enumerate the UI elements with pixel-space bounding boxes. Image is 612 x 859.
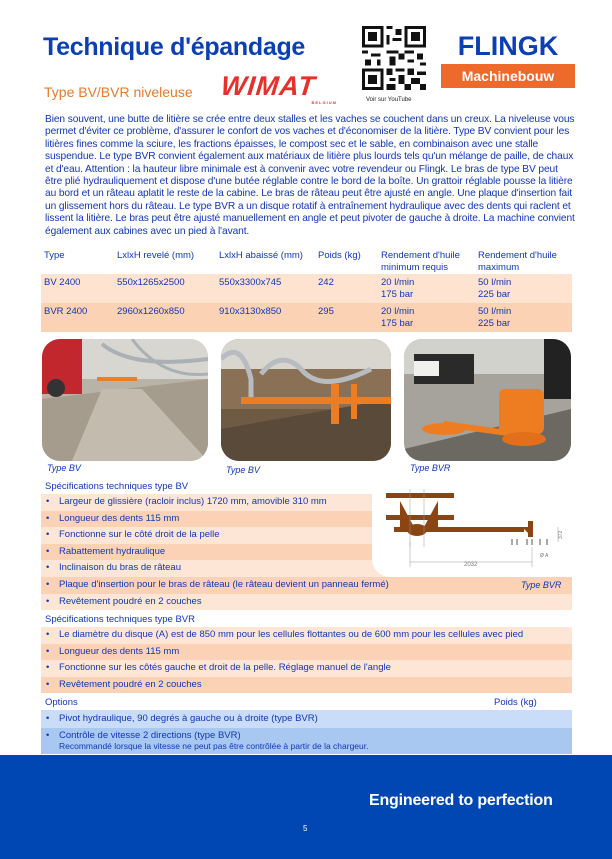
list-item-text: Revêtement poudré en 2 couches (59, 595, 202, 607)
flingk-logo-name: FLINGK (457, 31, 559, 61)
cell-weight: 242 (315, 274, 378, 303)
option-item (41, 728, 572, 754)
list-item-text: Plaque d'insertion pour le bras de râteau (le râteau devient un panneau fermé) (59, 578, 389, 590)
bullet-icon: • (46, 562, 50, 574)
cell-type: BVR 2400 (41, 303, 114, 332)
oil-max-pressure: 225 bar (478, 288, 511, 300)
list-item (41, 644, 572, 661)
wimat-logo-text: WIMAT (219, 71, 318, 101)
list-item-text: Revêtement poudré en 2 couches (59, 678, 202, 690)
bullet-icon: • (46, 512, 50, 524)
list-item-text: Largeur de glissière (racloir inclus) 1720 mm, amovible 310 mm (59, 496, 327, 507)
flingk-logo (441, 33, 575, 88)
page-number: 5 (303, 824, 308, 833)
list-item (41, 660, 572, 677)
cell-weight: 295 (315, 303, 378, 332)
wimat-logo-sub: BELGIUM (311, 100, 337, 105)
bvr-technical-drawing (372, 487, 572, 577)
dim-length: 2032 (464, 562, 478, 568)
bullet-icon: • (46, 730, 50, 741)
cell-oil-max (475, 274, 572, 303)
col-header-oil-min: Rendement d'huile minimum requis (381, 250, 460, 273)
list-item (41, 594, 572, 611)
col-header-oil-max: Rendement d'huile maximum (478, 250, 557, 273)
list-item-text: Longueur des dents 115 mm (59, 645, 180, 657)
cell-oil-min (378, 274, 475, 303)
table-row (41, 303, 572, 332)
oil-max-flow: 50 l/min (478, 277, 512, 288)
list-item-text: Longueur des dents 115 mm (59, 512, 180, 524)
cell-raised: 550x1265x2500 (114, 274, 216, 303)
list-item (41, 627, 572, 644)
list-item-text: Inclinaison du bras de râteau (59, 562, 181, 574)
dim-disc: Ø A (540, 553, 549, 559)
table-header-row (41, 249, 572, 274)
cell-raised: 2960x1260x850 (114, 303, 216, 332)
bullet-icon: • (46, 713, 50, 724)
options-weight-heading: Poids (kg) (494, 697, 537, 708)
option-label: Contrôle de vitesse 2 directions (type BVR) (59, 730, 241, 741)
photo-caption: Type BVR (410, 463, 451, 473)
option-note: Recommandé lorsque la vitesse ne peut pas être contrôlée à partir de la chargeur. (59, 741, 369, 751)
photo-bv-2 (221, 339, 391, 461)
specs-bv-heading: Spécifications techniques type BV (45, 481, 189, 492)
col-header-type: Type (44, 250, 65, 261)
specs-bvr-heading: Spécifications techniques type BVR (45, 614, 195, 625)
oil-min-flow: 20 l/min (381, 306, 415, 317)
bullet-icon: • (46, 678, 50, 690)
bullet-icon: • (46, 545, 50, 557)
bullet-icon: • (46, 529, 50, 541)
dim-height: 372 (558, 530, 564, 539)
option-item (41, 710, 572, 728)
specs-bvr-list (41, 627, 572, 693)
photo-bvr (404, 339, 571, 461)
flingk-logo-sub: Machinebouw (441, 64, 575, 88)
list-item (41, 577, 572, 594)
list-item (41, 677, 572, 694)
bullet-icon: • (46, 578, 50, 590)
wimat-logo (221, 71, 343, 105)
bullet-icon: • (46, 595, 50, 607)
bullet-icon: • (46, 662, 50, 674)
cell-oil-max (475, 303, 572, 332)
option-label: Pivot hydraulique, 90 degrés à gauche ou à droite (type BVR) (59, 713, 318, 724)
options-heading: Options (45, 697, 78, 708)
list-item-text: Rabattement hydraulique (59, 545, 166, 557)
col-header-raised: LxlxH revelé (mm) (117, 250, 195, 261)
photo-caption: Type BV (47, 463, 81, 473)
oil-min-pressure: 175 bar (381, 288, 414, 300)
bullet-icon: • (46, 629, 50, 640)
col-header-weight: Poids (kg) (318, 250, 361, 261)
bullet-icon: • (46, 496, 50, 507)
footer-slogan: Engineered to perfection (369, 792, 553, 809)
cell-lowered: 550x3300x745 (216, 274, 315, 303)
page-subtitle: Type BV/BVR niveleuse (44, 84, 193, 100)
page-title: Technique d'épandage (43, 33, 306, 61)
cell-type: BV 2400 (41, 274, 114, 303)
qr-caption: Voir sur YouTube (366, 97, 412, 103)
photo-bv-1 (42, 339, 208, 461)
footer-band (0, 755, 612, 859)
list-item-text: Fonctionne sur les côtés gauche et droit de la pelle. Réglage manuel de l'angle (59, 662, 391, 674)
cell-oil-min (378, 303, 475, 332)
intro-paragraph: Bien souvent, une butte de litière se crée entre deux stalles et les vaches se couchent dans un creux. La niveleuse vous permet d'éviter ce problème, d'assurer le confort de vos vaches et d'économiser de la litière. Type BV convient pour les litières fines comme la sciure, les fractions épaisses, le compost sec et le sable, en combinaison avec une stalle suspendue. Le type BVR convient également aux matériaux de litière plus lourds tels qu'un mélange de paille, de chaux et d'eau. Attention : la hauteur libre minimale est à convenir avec votre revendeur ou Flingk. Le bras de type BV peut être plié hydrauliquement et dispose d'une butée réglable contre le bord de la boîte. Un grattoir réglable pousse la litière au bord et un râteau aplatit le reste de la cabine. Le bras de râteau peut être ajusté en angle. Une plaque d'insertion fait un glissement hors du râteau. Le type BVR a un disque rotatif à entraînement hydraulique avec des dents qui raclent et lissent la litière. Le bras peut être ajusté manuellement en angle et peut pivoter de gauche à droite. La machine convient également aux cabines avec un pied à l'avant. (45, 114, 575, 237)
list-item-text: Le diamètre du disque (A) est de 850 mm pour les cellules flottantes ou de 600 mm pour les cellules avec pied (59, 629, 524, 640)
bullet-icon: • (46, 645, 50, 657)
youtube-qr-code[interactable] (362, 26, 426, 90)
oil-max-pressure: 225 bar (478, 317, 511, 329)
cell-lowered: 910x3130x850 (216, 303, 315, 332)
table-row (41, 274, 572, 303)
col-header-lowered: LxlxH abaissé (mm) (219, 250, 303, 261)
spec-table (41, 249, 572, 332)
photo-caption: Type BV (226, 465, 260, 475)
oil-min-pressure: 175 bar (381, 317, 414, 329)
qr-code-icon (362, 26, 426, 90)
oil-min-flow: 20 l/min (381, 277, 415, 288)
oil-max-flow: 50 l/min (478, 306, 512, 317)
diagram-caption: Type BVR (521, 580, 562, 590)
list-item-text: Fonctionne sur le côté droit de la pelle (59, 529, 220, 541)
